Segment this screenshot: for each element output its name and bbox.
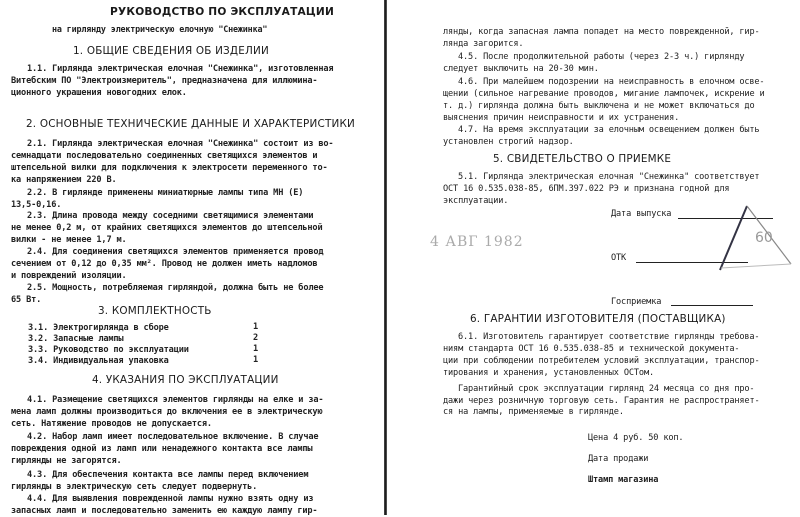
- section-6-line: ся на лампы, применяемые в гирлянде.: [443, 407, 624, 417]
- section-2-line: штепсельной вилки для подключения к электросети переменного то-: [11, 163, 328, 173]
- section-2-line: 2.5. Мощность, потребляемая гирляндой, должна быть не более: [27, 283, 324, 293]
- section-2-line: семнадцати последовательно соединенных светящихся элементов и: [11, 151, 318, 161]
- kit-item-qty: 2: [253, 333, 259, 343]
- kit-item-qty: 1: [253, 344, 259, 354]
- section-5-line: эксплуатации.: [443, 196, 509, 206]
- section-4-line: лянда загорится.: [443, 39, 524, 49]
- section-4-line: следует выключить на 20-30 мин.: [443, 64, 599, 74]
- sale-date-label: Дата продажи: [588, 454, 649, 464]
- gospriemka-label: Госприемка: [611, 297, 662, 307]
- otk-label: ОТК: [611, 253, 627, 263]
- section-6-line: ниям стандарта ОСТ 16 0.535.038-85 и технической документа-: [443, 344, 740, 354]
- section-1-line: Витебским ПО "Электроизмеритель", предназначена для иллюмина-: [11, 76, 318, 86]
- section-2-line: 13,5-0,16.: [11, 200, 62, 210]
- section-5-heading: 5. СВИДЕТЕЛЬСТВО О ПРИЕМКЕ: [493, 153, 672, 165]
- date-stamp: 4 АВГ 1982: [430, 234, 524, 250]
- kit-item-qty: 1: [253, 322, 259, 332]
- section-4-line: 4.1. Размещение светящихся элементов гирлянды на елке и за-: [27, 395, 324, 405]
- gospriemka-signature-line: [671, 305, 753, 306]
- section-4-line: гирлянды в электрическую сеть следует подвернуть.: [11, 482, 258, 492]
- shop-stamp-label: Штамп магазина: [588, 475, 659, 485]
- section-2-line: 2.3. Длина провода между соседними светящимися элементами: [27, 211, 314, 221]
- section-2-line: 2.1. Гирлянда электрическая елочная "Снежинка" состоит из во-: [27, 139, 334, 149]
- section-2-line: 2.2. В гирлянде применены миниатюрные лампы типа МН (Е): [27, 188, 304, 198]
- section-6-line: Гарантийный срок эксплуатации гирлянд 24 месяца со дня про-: [458, 384, 755, 394]
- section-4-line: 4.4. Для выявления поврежденной лампы нужно взять одну из: [27, 494, 314, 504]
- section-6-line: ции при соблюдении потребителем условий эксплуатации, транспор-: [443, 356, 760, 366]
- section-4-line: 4.6. При малейшем подозрении на неисправность в елочном осве-: [458, 77, 765, 87]
- section-4-line: лянды, когда запасная лампа попадет на место поврежденной, гир-: [443, 27, 760, 37]
- section-4-line: повреждения одной из ламп или ненадежного контакта все лампы: [11, 444, 313, 454]
- section-3-heading: 3. КОМПЛЕКТНОСТЬ: [98, 305, 212, 317]
- section-6-heading: 6. ГАРАНТИИ ИЗГОТОВИТЕЛЯ (ПОСТАВЩИКА): [470, 313, 726, 325]
- kit-item-name: 3.1. Электрогирлянда в сборе: [28, 323, 169, 333]
- section-4-line: 4.5. После продолжительной работы (через 2-3 ч.) гирлянду: [458, 52, 745, 62]
- section-1-heading: 1. ОБЩИЕ СВЕДЕНИЯ ОБ ИЗДЕЛИИ: [73, 45, 269, 57]
- section-2-line: сечением от 0,12 до 0,35 мм². Провод не должен иметь надломов: [11, 259, 318, 269]
- section-5-line: 5.1. Гирлянда электрическая елочная "Снежинка" соответствует: [458, 172, 760, 182]
- section-6-line: 6.1. Изготовитель гарантирует соответствие гирлянды требова-: [458, 332, 760, 342]
- section-2-line: вилки - не менее 1,7 м.: [11, 235, 127, 245]
- section-1-line: ционного украшения новогодних елок.: [11, 88, 187, 98]
- otk-stamp-number: 60: [755, 230, 773, 246]
- section-2-line: 65 Вт.: [11, 295, 42, 305]
- kit-item-qty: 1: [253, 355, 259, 365]
- section-1-line: 1.1. Гирлянда электрическая елочная "Снежинка", изготовленная: [27, 64, 334, 74]
- section-2-line: не менее 0,2 м, от крайних светящихся элементов до штепсельной: [11, 223, 323, 233]
- release-date-label: Дата выпуска: [611, 209, 672, 219]
- kit-item-name: 3.3. Руководство по эксплуатации: [28, 345, 189, 355]
- section-4-line: сеть. Натяжение проводов не допускается.: [11, 419, 212, 429]
- kit-item-name: 3.4. Индивидуальная упаковка: [28, 356, 169, 366]
- price-label: Цена 4 руб. 50 коп.: [588, 433, 684, 443]
- section-4-line: щении (сильное нагревание проводов, мигание лампочек, искрение и: [443, 89, 765, 99]
- kit-item-name: 3.2. Запасные лампы: [28, 334, 124, 344]
- section-4-line: 4.3. Для обеспечения контакта все лампы перед включением: [27, 470, 309, 480]
- section-4-line: выяснения причин неисправности и их устранения.: [443, 113, 680, 123]
- section-4-line: 4.2. Набор ламп имеет последовательное включение. В случае: [27, 432, 319, 442]
- document-subtitle: на гирлянду электрическую елочную "Снежинка": [52, 24, 268, 34]
- left-page: [0, 0, 385, 515]
- section-4-line: гирлянды не загорятся.: [11, 456, 122, 466]
- section-6-line: тирования и хранения, установленных ОСТом.: [443, 368, 655, 378]
- page-fold-divider: [384, 0, 387, 515]
- section-4-line: 4.7. На время эксплуатации за елочным освещением должен быть: [458, 125, 760, 135]
- section-4-heading: 4. УКАЗАНИЯ ПО ЭКСПЛУАТАЦИИ: [92, 374, 279, 386]
- section-4-line: мена ламп должны производиться до включения ее в электрическую: [11, 407, 323, 417]
- document-title: РУКОВОДСТВО ПО ЭКСПЛУАТАЦИИ: [110, 6, 335, 18]
- section-2-line: и повреждений изоляции.: [11, 271, 127, 281]
- section-2-heading: 2. ОСНОВНЫЕ ТЕХНИЧЕСКИЕ ДАННЫЕ И ХАРАКТЕРИСТИКИ: [26, 118, 356, 130]
- section-4-line: т. д.) гирлянда должна быть выключена и не может включаться до: [443, 101, 755, 111]
- otk-triangle-stamp-icon: [715, 200, 795, 272]
- section-4-line: запасных ламп и последовательно заменить ею каждую лампу гир-: [11, 506, 318, 516]
- section-5-line: ОСТ 16 0.535.038-85, 6ПМ.397.022 РЭ и признана годной для: [443, 184, 730, 194]
- section-6-line: дажи через розничную торговую сеть. Гарантия не распространяет-: [443, 396, 760, 406]
- section-4-line: установлен строгий надзор.: [443, 137, 574, 147]
- section-2-line: ка напряжением 220 В.: [11, 175, 117, 185]
- section-2-line: 2.4. Для соединения светящихся элементов применяется провод: [27, 247, 324, 257]
